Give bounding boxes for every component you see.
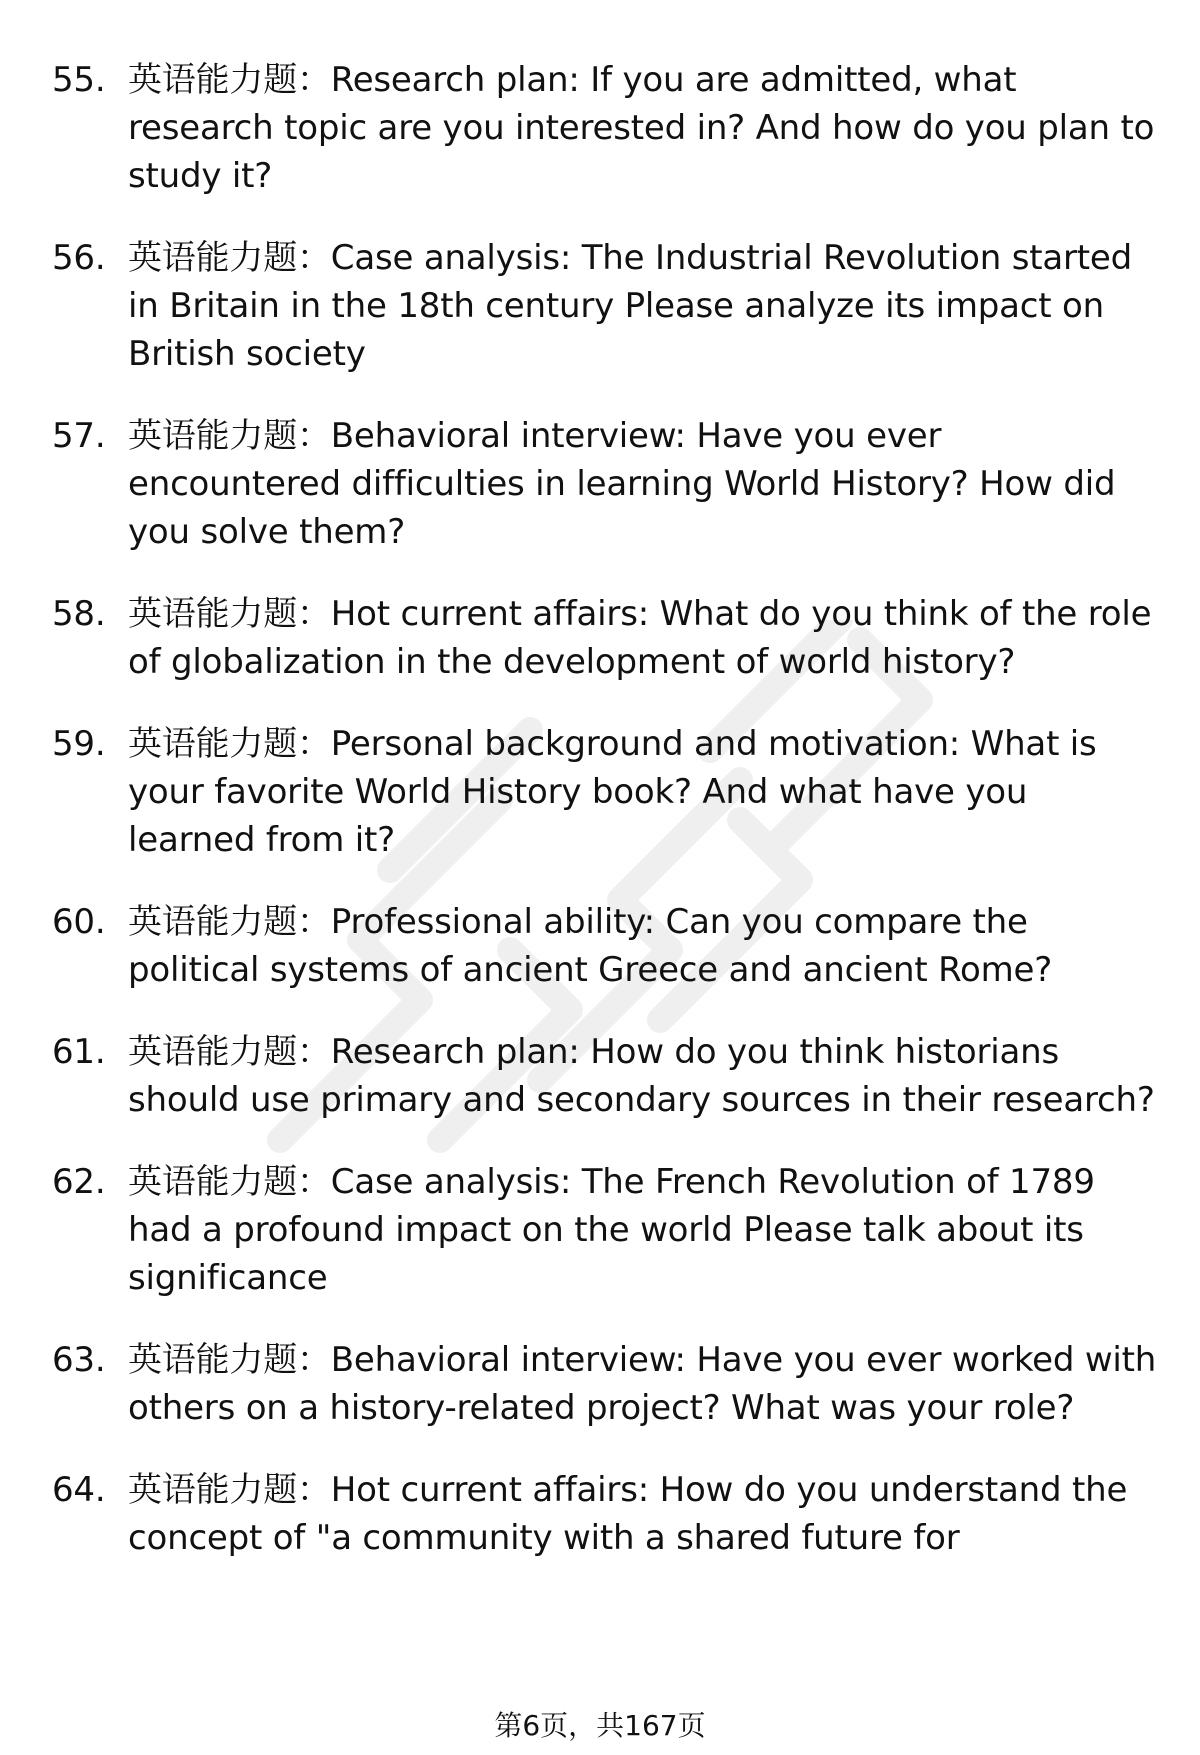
question-number: 57. bbox=[52, 416, 106, 456]
question-list bbox=[52, 56, 1162, 1596]
question-number: 55. bbox=[52, 60, 106, 100]
question-number: 62. bbox=[52, 1162, 106, 1202]
question-text: 英语能力题：Personal background and motivation: What is your favorite World History book? And what have you learned from it? bbox=[128, 724, 1097, 860]
question-number: 61. bbox=[52, 1032, 106, 1072]
question-text: 英语能力题：Hot current affairs: How do you understand the concept of "a community with a shared future for bbox=[128, 1470, 1128, 1558]
question-item bbox=[52, 412, 1162, 556]
question-text: 英语能力题：Research plan: How do you think historians should use primary and secondary sources in their research? bbox=[128, 1032, 1155, 1120]
question-item bbox=[52, 1158, 1162, 1302]
question-item bbox=[52, 1028, 1162, 1124]
question-item bbox=[52, 720, 1162, 864]
question-number: 60. bbox=[52, 902, 106, 942]
page-footer bbox=[0, 1708, 1200, 1744]
question-item bbox=[52, 1466, 1162, 1562]
question-number: 63. bbox=[52, 1340, 106, 1380]
question-text: 英语能力题：Professional ability: Can you compare the political systems of ancient Greece and ancient Rome? bbox=[128, 902, 1053, 990]
question-item bbox=[52, 898, 1162, 994]
question-text: 英语能力题：Hot current affairs: What do you think of the role of globalization in the development of world history? bbox=[128, 594, 1152, 682]
question-item bbox=[52, 234, 1162, 378]
question-number: 59. bbox=[52, 724, 106, 764]
question-item bbox=[52, 1336, 1162, 1432]
question-item bbox=[52, 590, 1162, 686]
question-text: 英语能力题：Behavioral interview: Have you ever worked with others on a history-related project? What was your role? bbox=[128, 1340, 1157, 1428]
question-text: 英语能力题：Case analysis: The Industrial Revolution started in Britain in the 18th century Please analyze its impact on British society bbox=[128, 238, 1133, 374]
question-text: 英语能力题：Behavioral interview: Have you ever encountered difficulties in learning World History? How did you solve them? bbox=[128, 416, 1116, 552]
question-number: 64. bbox=[52, 1470, 106, 1510]
question-text: 英语能力题：Research plan: If you are admitted, what research topic are you interested in? And how do you plan to study it? bbox=[128, 60, 1155, 196]
page-number-label: 第6页，共167页 bbox=[494, 1709, 706, 1742]
question-number: 56. bbox=[52, 238, 106, 278]
question-number: 58. bbox=[52, 594, 106, 634]
question-text: 英语能力题：Case analysis: The French Revolution of 1789 had a profound impact on the world Please talk about its significance bbox=[128, 1162, 1095, 1298]
question-item bbox=[52, 56, 1162, 200]
